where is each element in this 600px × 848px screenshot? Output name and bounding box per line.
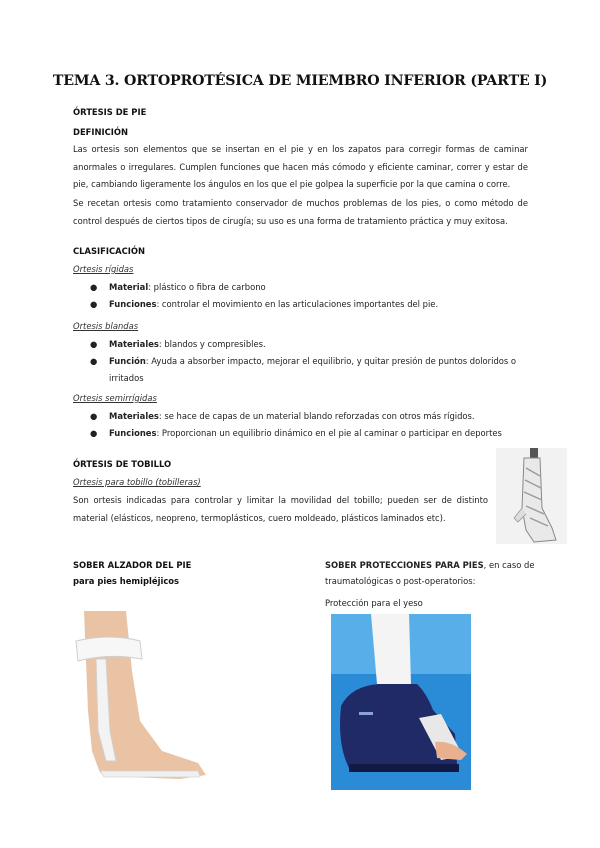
definition-paragraph-1: Las ortesis son elementos que se insertan en el pie y en los zapatos para corregir formas de caminar anormales o irregulares. Cumplen funciones que hacen más cómodo y eficiente caminar, correr y estar de pie, cambiando ligeramente los ángulos en los que el pie golpea la superficie por la que camina o corre. <box>73 144 528 189</box>
list-item-label: Funciones <box>109 428 157 438</box>
list-item <box>90 425 530 442</box>
section-heading-clasificacion: CLASIFICACIÓN <box>73 246 145 256</box>
list-item <box>90 408 530 425</box>
subheading-ortesis-semirrigidas: Ortesis semirrígidas <box>73 393 157 403</box>
list-item <box>90 336 530 353</box>
list-item <box>90 279 530 296</box>
list-item-label: Función <box>109 356 146 366</box>
list-item <box>90 296 530 313</box>
section-heading-definicion: DEFINICIÓN <box>73 127 129 137</box>
sober-protecciones-bold: SOBER PROTECCIONES PARA PIES <box>325 560 484 570</box>
list-item-label: Materiales <box>109 339 159 349</box>
tobilleras-paragraph: Son ortesis indicadas para controlar y limitar la movilidad del tobillo; pueden ser de distinto material (elásticos, neopreno, termoplásticos, cuero moldeado, plásticos laminados etc). <box>73 495 488 523</box>
list-item-label: Materiales <box>109 411 159 421</box>
list-item-text: : Ayuda a absorber impacto, mejorar el equilibrio, y quitar presión de puntos doloridos o irritados <box>109 356 517 383</box>
sober-alzador-heading: SOBER ALZADOR DEL PIE <box>73 560 192 570</box>
page-title: TEMA 3. ORTOPROTÉSICA DE MIEMBRO INFERIOR (PARTE I) <box>52 73 548 89</box>
sober-protecciones-rest: , en caso de <box>483 560 535 570</box>
list-item-text: : controlar el movimiento en las articulaciones importantes del pie. <box>156 299 439 309</box>
sober-alzador-subheading: para pies hemipléjicos <box>73 576 180 586</box>
subheading-ortesis-rigidas: Ortesis rígidas <box>73 264 134 274</box>
sober-protecciones-subheading: traumatológicas o post-operatorios: <box>325 576 476 586</box>
list-item-text: : Proporcionan un equilibrio dinámico en el pie al caminar o participar en deportes <box>156 428 502 438</box>
list-item-text: : se hace de capas de un material blando reforzadas con otros más rígidos. <box>158 411 475 421</box>
bullet-icon: ● <box>90 299 98 309</box>
proteccion-yeso-label: Protección para el yeso <box>325 598 423 608</box>
bullet-icon: ● <box>90 428 98 438</box>
section-heading-ortesis-pie: ÓRTESIS DE PIE <box>73 107 147 117</box>
sober-protecciones-heading <box>325 560 534 570</box>
list-item <box>90 353 530 387</box>
definition-paragraph-2: Se recetan ortesis como tratamiento conservador de muchos problemas de los pies, o como método de control después de ciertos tipos de cirugía; su uso es una forma de tratamiento práctica y muy exitosa. <box>73 198 528 226</box>
list-item-text: : blandos y compresibles. <box>158 339 266 349</box>
section-heading-ortesis-tobillo: ÓRTESIS DE TOBILLO <box>73 459 172 469</box>
subheading-tobilleras: Ortesis para tobillo (tobilleras) <box>73 477 201 487</box>
list-item-label: Funciones <box>109 299 157 309</box>
foot-lifter-orthosis-image <box>70 611 212 789</box>
bullet-icon: ● <box>90 411 98 421</box>
bullet-icon: ● <box>90 282 98 292</box>
bullet-icon: ● <box>90 339 98 349</box>
bullet-icon: ● <box>90 356 98 366</box>
list-item-text: : plástico o fibra de carbono <box>148 282 266 292</box>
cast-protection-image <box>331 614 471 790</box>
ankle-brace-image <box>496 448 567 544</box>
list-item-label: Material <box>109 282 149 292</box>
subheading-ortesis-blandas: Ortesis blandas <box>73 321 139 331</box>
